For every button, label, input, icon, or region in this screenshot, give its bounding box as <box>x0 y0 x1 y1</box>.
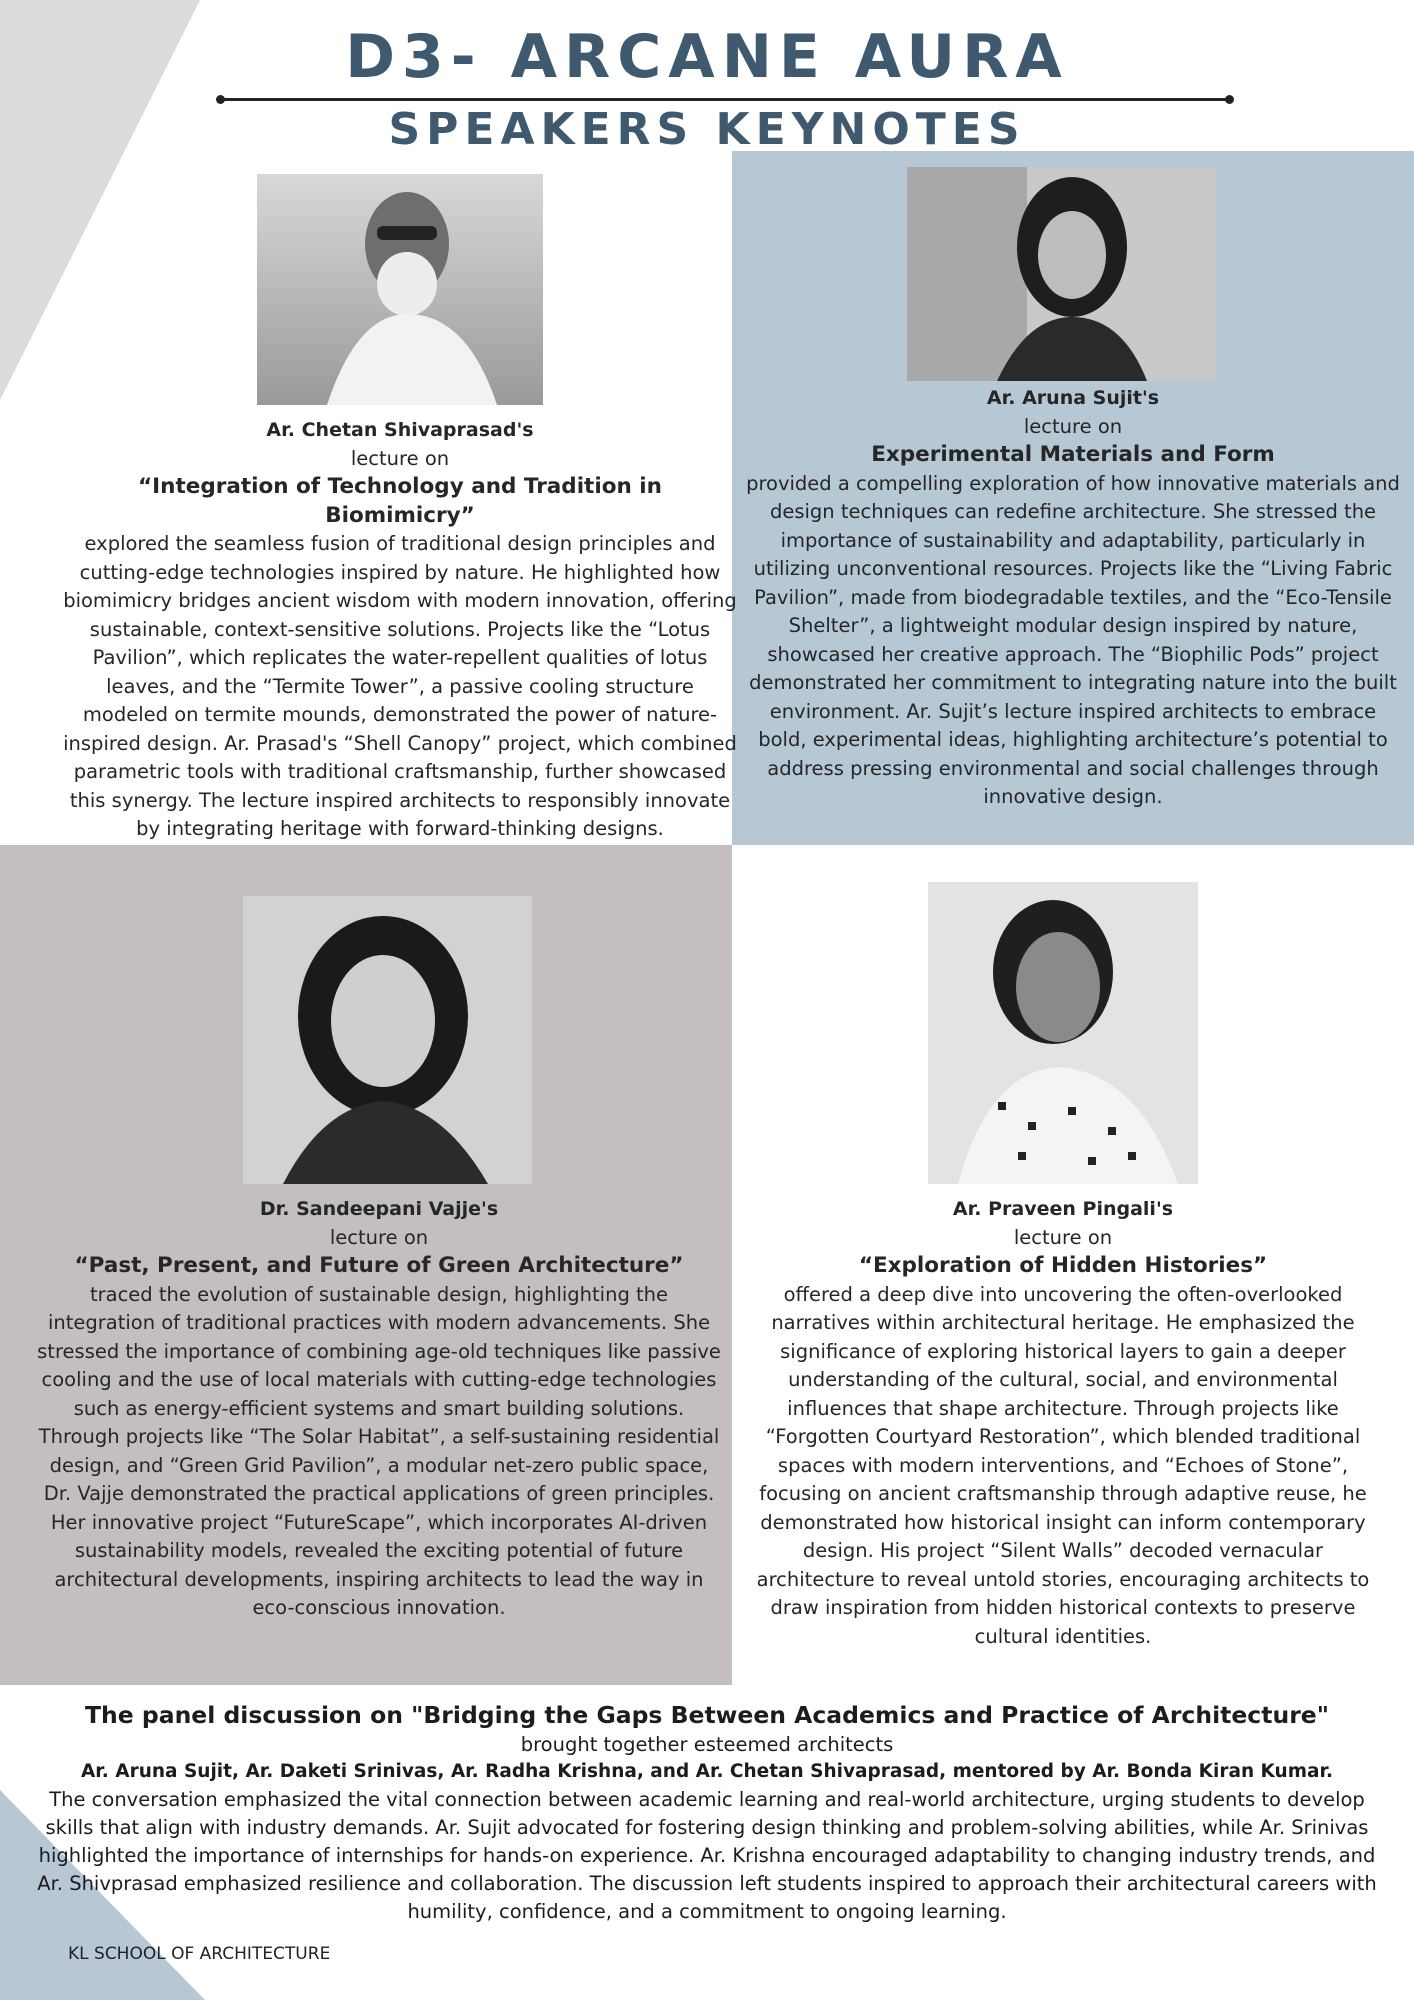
speaker-photo-praveen <box>928 882 1198 1184</box>
speaker-card-sandeepani <box>34 1195 724 1623</box>
lecture-summary: explored the seamless fusion of traditional design principles and cutting-edge technologies inspired by nature. He highlighted how biomimicry bridges ancient wisdom with modern innovation, offering sustainable, context-sensitive solutions. Projects like the “Lotus Pavilion”, which replicates the water-repellent qualities of lotus leaves, and the “Termite Tower”, a passive cooling structure modeled on termite mounds, demonstrated the power of nature-inspired design. Ar. Prasad's “Shell Canopy” project, which combined parametric tools with traditional craftsmanship, further showcased this synergy. The lecture inspired architects to responsibly innovate by integrating heritage with forward-thinking designs. <box>63 532 737 840</box>
title-divider <box>220 98 1230 101</box>
lecture-summary: traced the evolution of sustainable design, highlighting the integration of traditional practices with modern advancements. She stressed the importance of combining age-old techniques like passive cooling and the use of local materials with cutting-edge technologies such as energy-efficient systems and smart building solutions. Through projects like “The Solar Habitat”, a self-sustaining residential design, and “Green Grid Pavilion”, a modular net-zero public space, Dr. Vajje demonstrated the practical applications of green principles. Her innovative project “FutureScape”, which incorporates AI-driven sustainability models, revealed the exciting potential of future architectural developments, inspiring architects to lead the way in eco-conscious innovation. <box>37 1282 721 1619</box>
panel-intro: brought together esteemed architects <box>520 1733 894 1756</box>
lecture-label: lecture on <box>350 446 450 470</box>
panel-summary: The conversation emphasized the vital connection between academic learning and real-world architecture, urging students to develop skills that align with industry demands. Ar. Sujit advocated for fostering design thinking and problem-solving abilities, while Ar. Srinivas highlighted the importance of internships for hands-on experience. Ar. Krishna encouraged adaptability to changing industry trends, and Ar. Shivprasad emphasized resilience and collaboration. The discussion left students inspired to approach their architectural careers with humility, confidence, and a commitment to ongoing learning. <box>37 1788 1377 1923</box>
speaker-name: Ar. Aruna Sujit's <box>986 387 1160 409</box>
speaker-photo-aruna <box>907 167 1216 381</box>
lecture-summary: offered a deep dive into uncovering the often-overlooked narratives within architectural heritage. He emphasized the significance of exploring historical layers to gain a deeper understanding of the cultural, social, and environmental influences that shape architecture. Through projects like “Forgotten Courtyard Restoration”, which blended traditional spaces with modern interventions, and “Echoes of Stone”, focusing on ancient craftsmanship through adaptive reuse, he demonstrated how historical insight can inform contemporary design. His project “Silent Walls” decoded vernacular architecture to reveal untold stories, encouraging architects to draw inspiration from hidden historical contexts to preserve cultural identities. <box>756 1282 1370 1648</box>
lecture-topic: “Exploration of Hidden Histories” <box>858 1253 1268 1278</box>
speaker-name: Ar. Chetan Shivaprasad's <box>266 419 534 441</box>
lecture-label: lecture on <box>329 1225 429 1249</box>
speaker-photo-sandeepani <box>243 896 532 1184</box>
panel-discussion <box>30 1698 1384 1926</box>
panel-title: The panel discussion on "Bridging the Gaps Between Academics and Practice of Architecture" <box>85 1701 1329 1729</box>
divider-dot-right <box>1225 95 1234 104</box>
speaker-card-chetan <box>62 416 738 844</box>
lecture-topic: “Integration of Technology and Tradition in Biomimicry” <box>138 474 662 528</box>
page-title: D3- ARCANE AURA <box>345 22 1069 92</box>
footer-school-name: KL SCHOOL OF ARCHITECTURE <box>68 1944 331 1964</box>
page-subtitle: SPEAKERS KEYNOTES <box>388 104 1026 155</box>
lecture-topic: “Past, Present, and Future of Green Architecture” <box>74 1253 684 1278</box>
lecture-topic: Experimental Materials and Form <box>871 442 1275 467</box>
speaker-card-aruna <box>744 384 1402 812</box>
lecture-label: lecture on <box>1013 1225 1113 1249</box>
speaker-name: Ar. Praveen Pingali's <box>952 1198 1174 1220</box>
panel-members: Ar. Aruna Sujit, Ar. Daketi Srinivas, Ar. Radha Krishna, and Ar. Chetan Shivaprasad, mentored by Ar. Bonda Kiran Kumar. <box>80 1761 1334 1782</box>
speaker-name: Dr. Sandeepani Vajje's <box>259 1198 499 1220</box>
lecture-label: lecture on <box>1023 414 1123 438</box>
speaker-photo-chetan <box>257 174 543 405</box>
lecture-summary: provided a compelling exploration of how innovative materials and design techniques can redefine architecture. She stressed the importance of sustainability and adaptability, particularly in utilizing unconventional resources. Projects like the “Living Fabric Pavilion”, made from biodegradable textiles, and the “Eco-Tensile Shelter”, a lightweight modular design inspired by nature, showcased her creative approach. The “Biophilic Pods” project demonstrated her commitment to integrating nature into the built environment. Ar. Sujit’s lecture inspired architects to embrace bold, experimental ideas, highlighting architecture’s potential to address pressing environmental and social challenges through innovative design. <box>746 471 1400 808</box>
divider-dot-left <box>216 95 225 104</box>
speaker-card-praveen <box>748 1195 1378 1651</box>
